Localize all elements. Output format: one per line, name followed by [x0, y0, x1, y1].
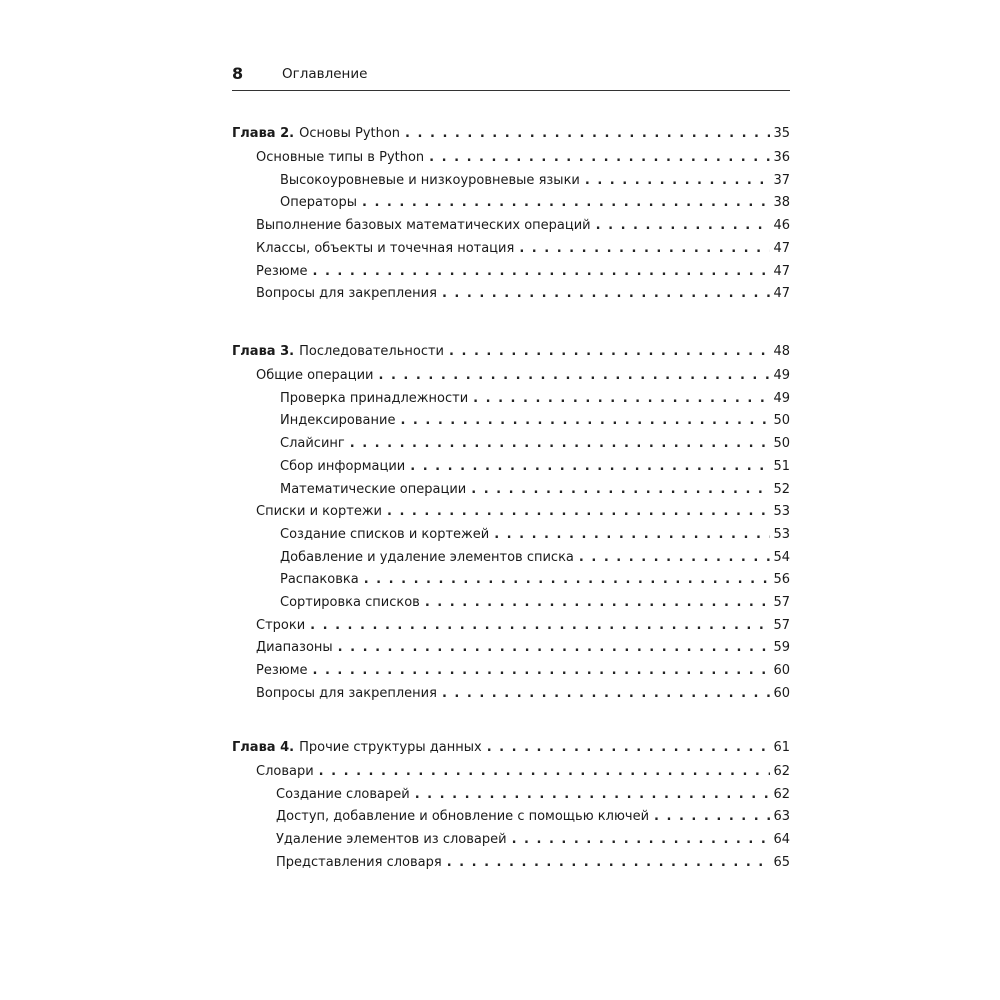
- entry-title: Распаковка: [280, 572, 359, 588]
- entry-title: Диапазоны: [256, 640, 333, 656]
- entry-page-number: 47: [773, 263, 790, 279]
- entry-page-number: 52: [773, 481, 790, 497]
- entry-title: Высокоуровневые и низкоуровневые языки: [280, 172, 580, 188]
- entry-title: Добавление и удаление элементов списка: [280, 549, 574, 565]
- entry-label: [232, 342, 444, 362]
- entry-page-number: 61: [773, 740, 790, 755]
- entry-label: [276, 785, 410, 805]
- entry-page-number: 36: [773, 150, 790, 165]
- entry-title: Представления словаря: [276, 854, 442, 870]
- toc-section[interactable]: [256, 262, 790, 282]
- toc-subsection[interactable]: [280, 548, 790, 568]
- dot-leader: [387, 502, 770, 522]
- toc-section[interactable]: [256, 148, 790, 168]
- entry-label: [280, 389, 468, 409]
- page-number: 8: [232, 64, 244, 83]
- entry-page-number: 65: [773, 854, 790, 870]
- entry-page-number: 63: [773, 809, 790, 825]
- entry-label: [256, 684, 437, 704]
- entry-page-number: 50: [773, 436, 790, 452]
- dot-leader: [596, 216, 771, 236]
- chapter-number: Глава 4.: [232, 740, 295, 755]
- entry-label: [232, 124, 400, 144]
- entry-label: [256, 638, 333, 658]
- entry-label: [276, 807, 649, 827]
- dot-leader: [310, 616, 770, 636]
- entry-title: Сбор информации: [280, 458, 406, 474]
- entry-label: [256, 366, 374, 386]
- entry-page-number: 38: [773, 195, 790, 211]
- toc-subsection[interactable]: [280, 525, 790, 545]
- entry-page-number: 47: [773, 240, 790, 256]
- entry-title: Вопросы для закрепления: [256, 286, 437, 302]
- toc-subsection[interactable]: [280, 193, 790, 213]
- entry-title: Удаление элементов из словарей: [276, 832, 507, 848]
- dot-leader: [415, 785, 771, 805]
- dot-leader: [400, 411, 770, 431]
- entry-page-number: 57: [773, 595, 790, 610]
- entry-label: [280, 593, 420, 613]
- dot-leader: [405, 124, 770, 144]
- running-header: [232, 62, 790, 91]
- toc-subsection[interactable]: [276, 785, 790, 805]
- toc-subsection[interactable]: [280, 171, 790, 191]
- entry-title: Операторы: [280, 195, 357, 211]
- entry-title: Выполнение базовых математических операций: [256, 218, 591, 234]
- entry-label: [256, 239, 514, 259]
- entry-title: Словари: [256, 764, 314, 779]
- entry-label: [276, 853, 442, 873]
- entry-title: Резюме: [256, 663, 308, 679]
- entry-title: Общие операции: [256, 368, 374, 383]
- entry-label: [256, 661, 308, 681]
- entry-title: Создание списков и кортежей: [280, 526, 490, 542]
- entry-title: Классы, объекты и точечная нотация: [256, 240, 515, 256]
- entry-label: [256, 502, 382, 522]
- toc-subsection[interactable]: [280, 570, 790, 590]
- entry-title: Индексирование: [280, 413, 396, 429]
- dot-leader: [471, 480, 770, 500]
- entry-title: Резюме: [256, 263, 308, 279]
- entry-label: [280, 193, 357, 213]
- entry-label: [280, 411, 395, 431]
- toc-section[interactable]: [256, 762, 790, 782]
- entry-label: [276, 830, 507, 850]
- entry-title: Списки и кортежи: [256, 504, 382, 520]
- dot-leader: [410, 457, 770, 477]
- dot-leader: [350, 434, 771, 454]
- entry-page-number: 35: [773, 126, 790, 141]
- dot-leader: [519, 239, 770, 259]
- toc-section[interactable]: [256, 638, 790, 658]
- entry-title: Основные типы в Python: [256, 150, 425, 165]
- chapter-heading[interactable]: [232, 342, 790, 362]
- dot-leader: [512, 830, 771, 850]
- dot-leader: [425, 593, 771, 613]
- entry-label: [256, 148, 424, 168]
- entry-page-number: 50: [773, 413, 790, 429]
- entry-label: [280, 480, 466, 500]
- dot-leader: [585, 171, 771, 191]
- entry-title: Сортировка списков: [280, 595, 420, 610]
- entry-page-number: 49: [773, 368, 790, 383]
- toc-section[interactable]: [256, 684, 790, 704]
- entry-title: Строки: [256, 617, 306, 633]
- entry-label: [256, 616, 305, 636]
- entry-label: [280, 457, 405, 477]
- dot-leader: [449, 342, 770, 362]
- toc-subsection[interactable]: [280, 593, 790, 613]
- chapter-heading[interactable]: [232, 124, 790, 144]
- chapter-number: Глава 3.: [232, 344, 295, 359]
- toc-subsection[interactable]: [280, 480, 790, 500]
- entry-page-number: 62: [773, 764, 790, 779]
- toc-subsection[interactable]: [276, 830, 790, 850]
- entry-label: [256, 262, 308, 282]
- dot-leader: [364, 570, 771, 590]
- toc-subsection[interactable]: [280, 457, 790, 477]
- entry-title: Создание словарей: [276, 786, 410, 802]
- entry-page-number: 53: [773, 526, 790, 542]
- entry-title: Последовательности: [299, 344, 445, 359]
- toc-section[interactable]: [256, 661, 790, 681]
- entry-title: Прочие структуры данных: [299, 740, 482, 755]
- entry-page-number: 64: [773, 832, 790, 848]
- toc-section[interactable]: [256, 216, 790, 236]
- dot-leader: [494, 525, 770, 545]
- dot-leader: [362, 193, 770, 213]
- dot-leader: [487, 738, 771, 758]
- dot-leader: [579, 548, 771, 568]
- toc-section[interactable]: [256, 239, 790, 259]
- toc-subsection[interactable]: [280, 389, 790, 409]
- dot-leader: [447, 853, 771, 873]
- toc-section[interactable]: [256, 284, 790, 304]
- header-title: Оглавление: [282, 66, 368, 82]
- entry-label: [280, 548, 574, 568]
- dot-leader: [313, 661, 771, 681]
- entry-title: Математические операции: [280, 481, 467, 497]
- dot-leader: [429, 148, 770, 168]
- entry-label: [280, 171, 580, 191]
- entry-label: [280, 434, 345, 454]
- entry-title: Слайсинг: [280, 436, 345, 452]
- toc-subsection[interactable]: [280, 434, 790, 454]
- dot-leader: [379, 366, 771, 386]
- entry-page-number: 47: [773, 286, 790, 302]
- entry-page-number: 49: [773, 390, 790, 406]
- entry-title: Доступ, добавление и обновление с помощью ключей: [276, 809, 650, 825]
- toc-section[interactable]: [256, 502, 790, 522]
- chapter-heading[interactable]: [232, 738, 790, 758]
- entry-page-number: 53: [773, 504, 790, 520]
- toc-subsection[interactable]: [276, 853, 790, 873]
- entry-label: [280, 525, 489, 545]
- entry-label: [232, 738, 482, 758]
- dot-leader: [442, 284, 771, 304]
- entry-page-number: 60: [773, 685, 790, 701]
- dot-leader: [473, 389, 770, 409]
- entry-label: [256, 762, 314, 782]
- entry-title: Основы Python: [299, 126, 401, 141]
- entry-label: [280, 570, 359, 590]
- entry-page-number: 60: [773, 663, 790, 679]
- dot-leader: [319, 762, 771, 782]
- entry-label: [256, 284, 437, 304]
- entry-title: Вопросы для закрепления: [256, 685, 437, 701]
- toc-subsection[interactable]: [280, 411, 790, 431]
- dot-leader: [654, 807, 770, 827]
- chapter-number: Глава 2.: [232, 126, 295, 141]
- toc-subsection[interactable]: [276, 807, 790, 827]
- entry-page-number: 46: [773, 218, 790, 234]
- entry-label: [256, 216, 591, 236]
- entry-page-number: 48: [773, 344, 790, 359]
- dot-leader: [338, 638, 771, 658]
- entry-title: Проверка принадлежности: [280, 390, 469, 406]
- dot-leader: [313, 262, 771, 282]
- entry-page-number: 37: [773, 172, 790, 188]
- toc-section[interactable]: [256, 616, 790, 636]
- entry-page-number: 56: [773, 572, 790, 588]
- entry-page-number: 57: [773, 617, 790, 633]
- entry-page-number: 51: [773, 458, 790, 474]
- entry-page-number: 59: [773, 640, 790, 656]
- entry-page-number: 62: [773, 786, 790, 802]
- toc-section[interactable]: [256, 366, 790, 386]
- dot-leader: [442, 684, 771, 704]
- entry-page-number: 54: [773, 549, 790, 565]
